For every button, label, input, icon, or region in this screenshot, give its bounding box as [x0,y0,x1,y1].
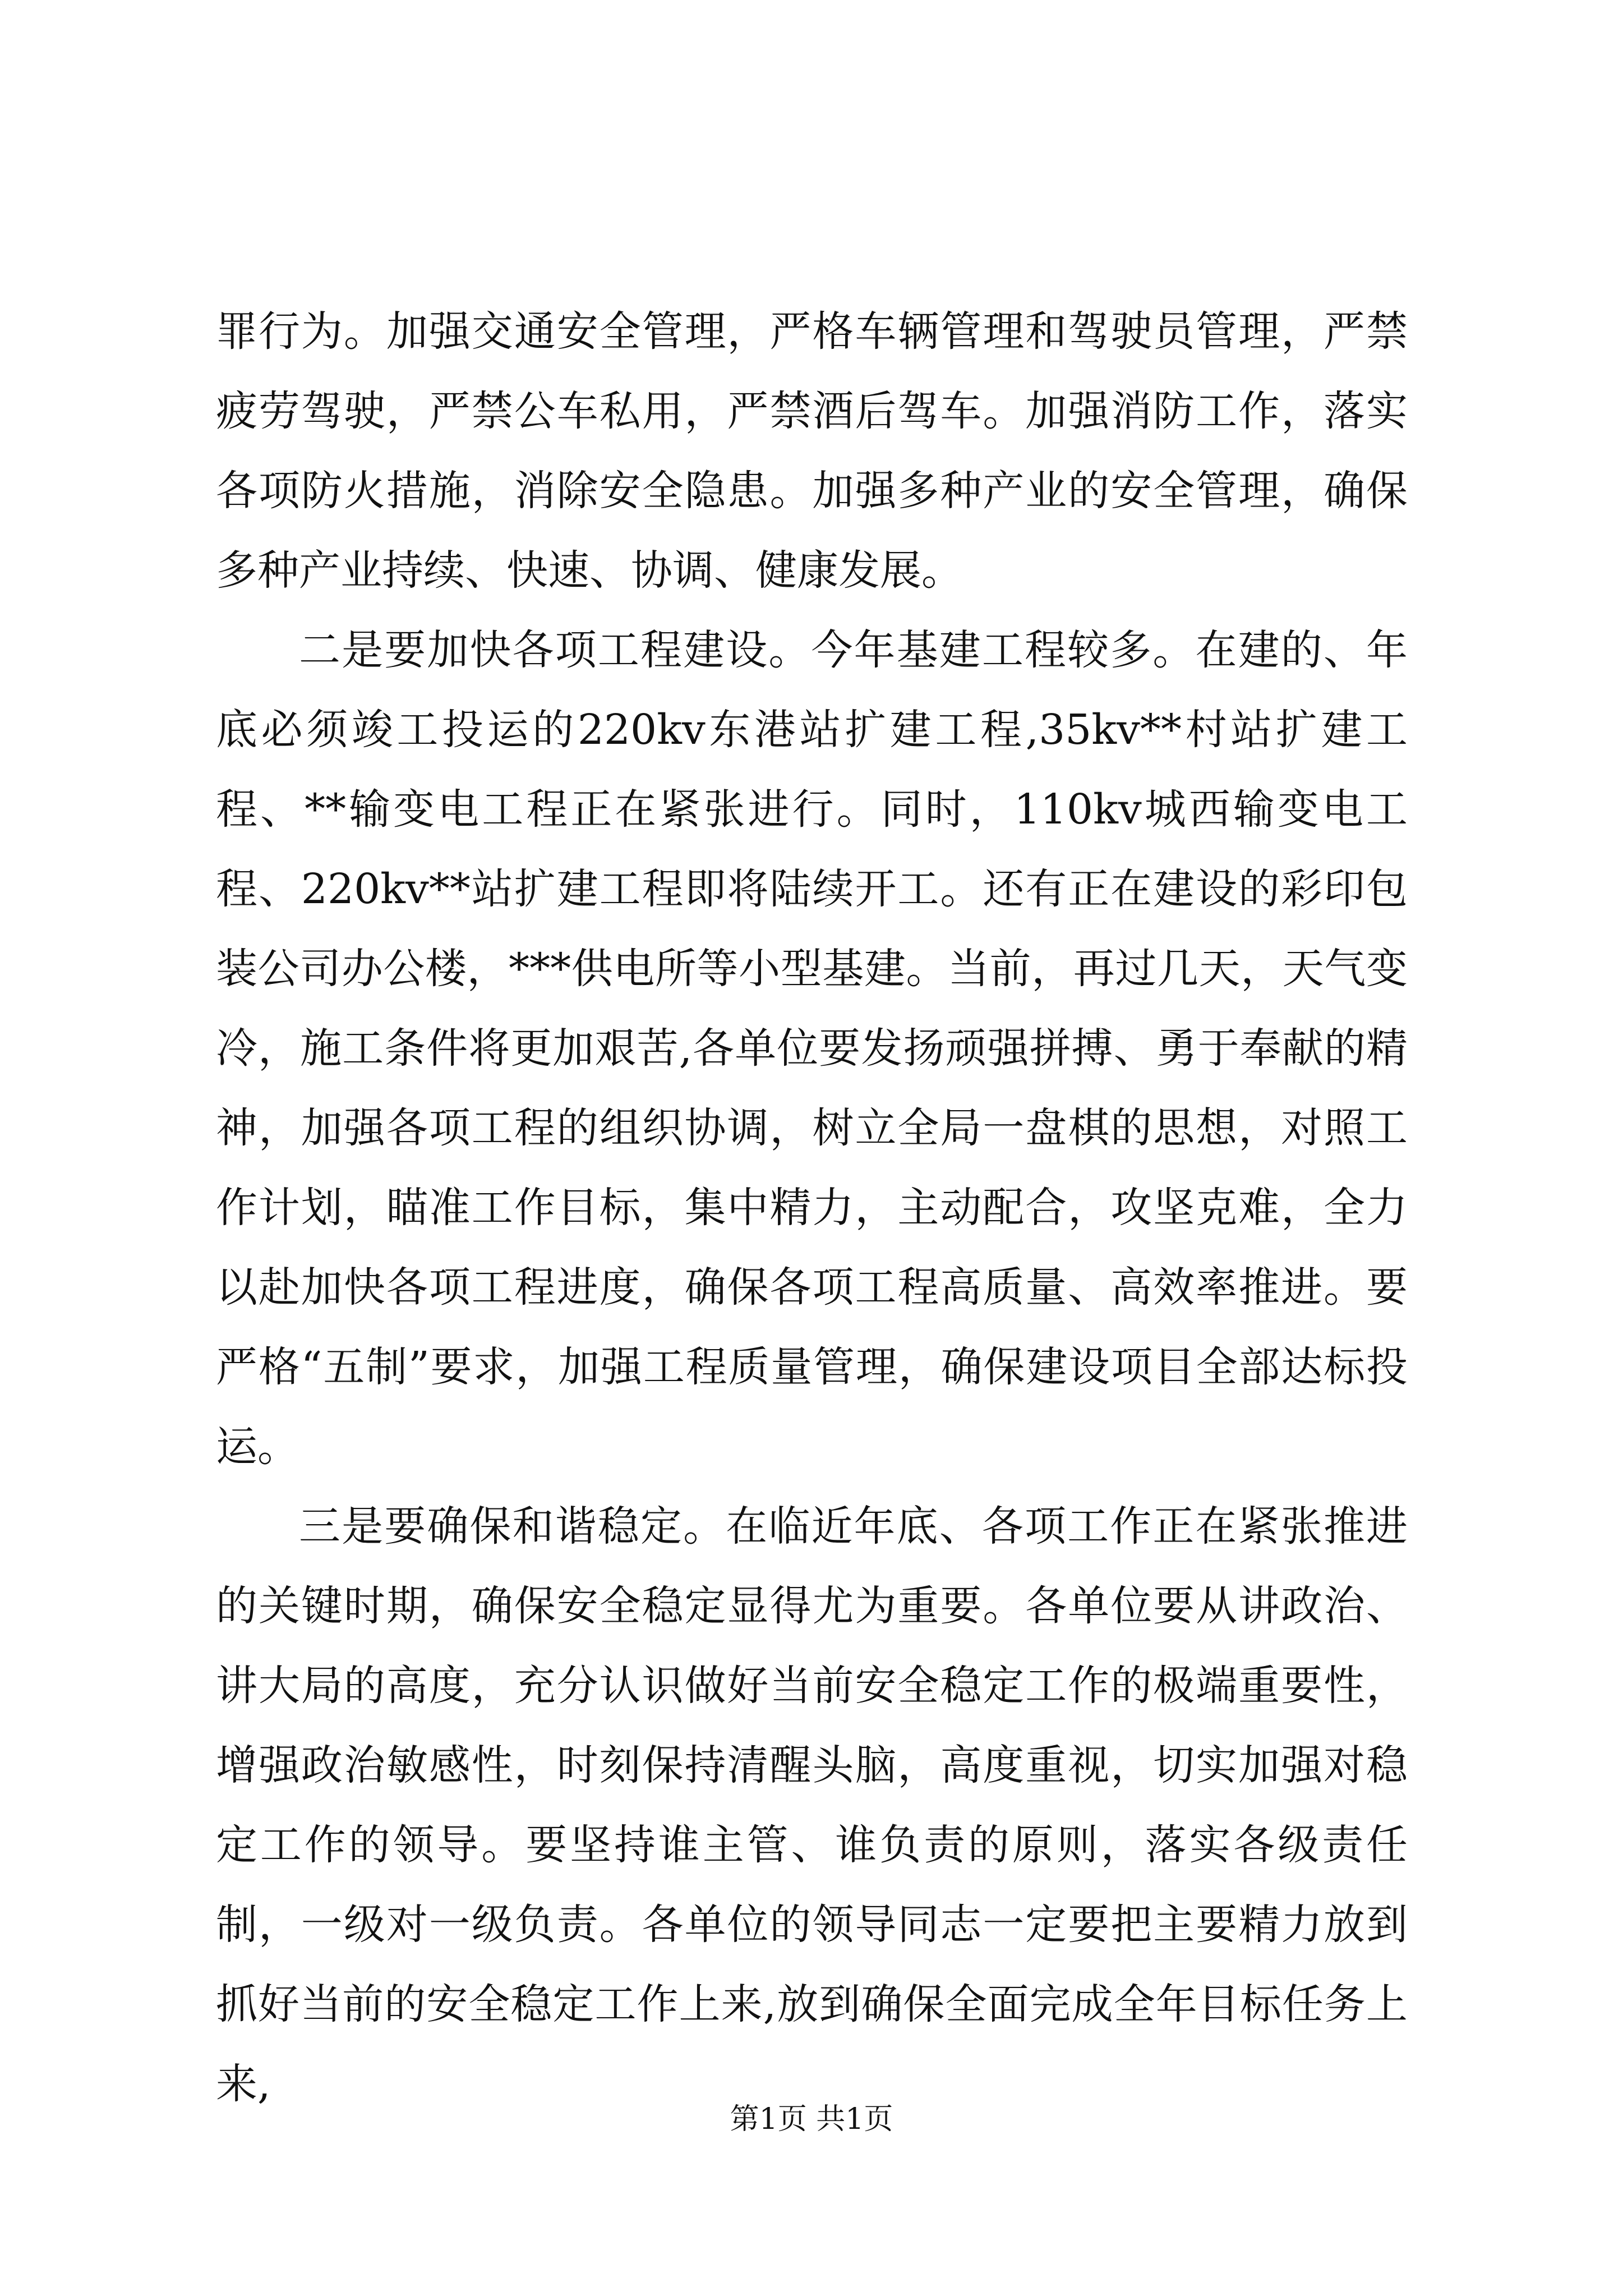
paragraph-3: 三是要确保和谐稳定。在临近年底、各项工作正在紧张推进的关键时期，确保安全稳定显得尤为重要。各单位要从讲政治、讲大局的高度，充分认识做好当前安全稳定工作的极端重要性，增强政治敏感性，时刻保持清醒头脑，高度重视，切实加强对稳定工作的领导。要坚持谁主管、谁负责的原则，落实各级责任制，一级对一级负责。各单位的领导同志一定要把主要精力放到抓好当前的安全稳定工作上来,放到确保全面完成全年目标任务上来, [216,1502,1408,2108]
document-body [216,292,1408,2124]
paragraph-1: 罪行为。加强交通安全管理，严格车辆管理和驾驶员管理，严禁疲劳驾驶，严禁公车私用，严禁酒后驾车。加强消防工作，落实各项防火措施，消除安全隐患。加强多种产业的安全管理，确保多种产业持续、快速、协调、健康发展。 [216,307,1408,595]
page-footer: 第1页 共1页 [730,2102,893,2136]
paragraph-2: 二是要加快各项工程建设。今年基建工程较多。在建的、年底必须竣工投运的220kv东港站扩建工程,35kv**村站扩建工程、**输变电工程正在紧张进行。同时，110kv城西输变电工程、220kv**站扩建工程即将陆续开工。还有正在建设的彩印包装公司办公楼，***供电所等小型基建。当前，再过几天，天气变冷，施工条件将更加艰苦,各单位要发扬顽强拼搏、勇于奉献的精神，加强各项工程的组织协调，树立全局一盘棋的思想，对照工作计划，瞄准工作目标，集中精力，主动配合，攻坚克难，全力以赴加快各项工程进度，确保各项工程高质量、高效率推进。要严格“五制”要求，加强工程质量管理，确保建设项目全部达标投运。 [216,626,1408,1471]
